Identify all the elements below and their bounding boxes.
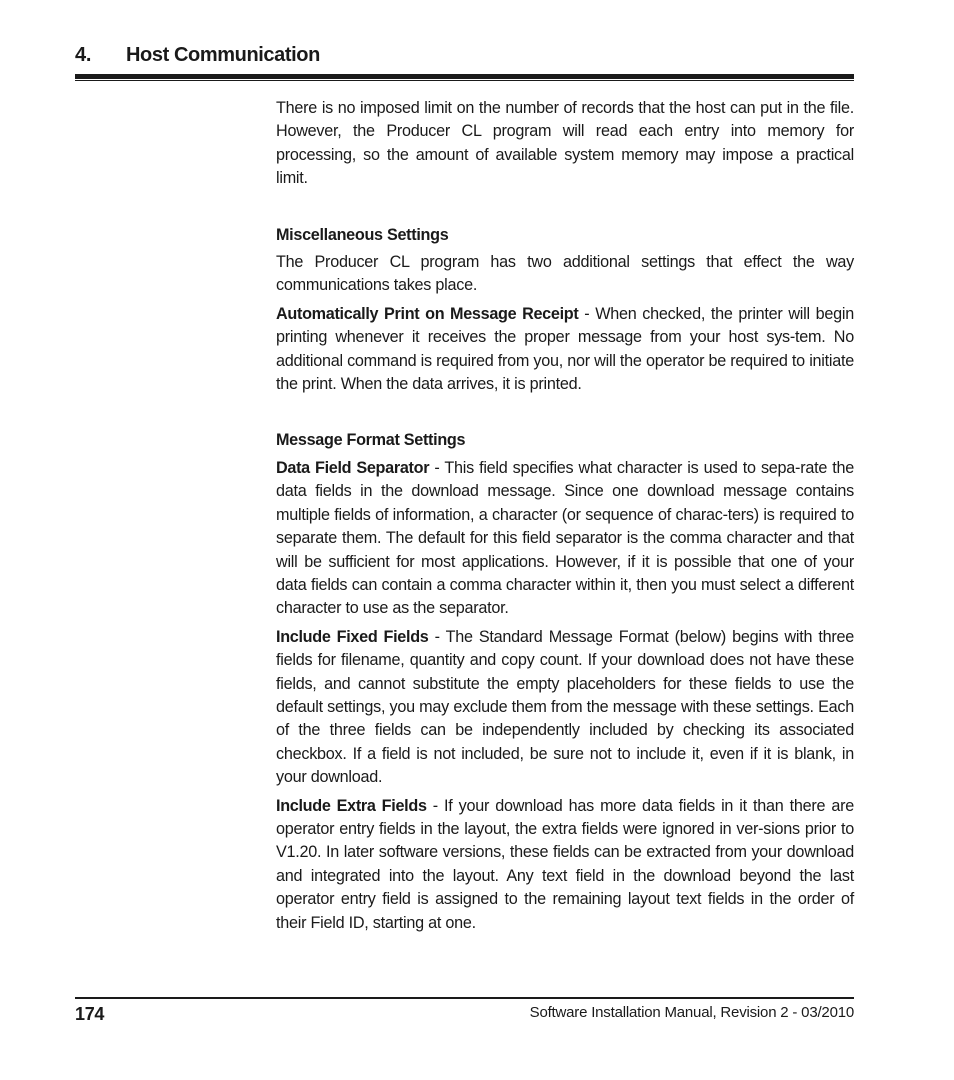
auto-print-paragraph (276, 303, 854, 397)
misc-settings-heading: Miscellaneous Settings (276, 225, 449, 244)
footer-rule (75, 997, 854, 999)
intro-paragraph: There is no imposed limit on the number of records that the host can put in the file. However, the Producer CL program will read each entry into memory for processing, so the amount of available system memory may impose a practical limit. (276, 99, 854, 188)
auto-print-text: - When checked, the printer will begin printing whenever it receives the proper message from your host sys-tem. No additional command is required from you, nor will the operator be required to initiate the print. When the data arrives, it is printed. (276, 304, 854, 394)
separator-paragraph (276, 457, 854, 621)
misc-settings-intro: The Producer CL program has two additional settings that effect the way communications takes place. (276, 253, 854, 295)
separator-term: Data Field Separator (276, 458, 430, 477)
chapter-title: Host Communication (126, 44, 320, 66)
auto-print-term: Automatically Print on Message Receipt (276, 304, 579, 323)
footer-manual-title: Software Installation Manual, Revision 2 - 03/2010 (529, 1004, 854, 1021)
page-number: 174 (75, 1004, 105, 1024)
message-format-heading: Message Format Settings (276, 431, 466, 450)
header-rule (75, 74, 854, 79)
extra-fields-text: - If your download has more data fields in it than there are operator entry fields in the layout, the extra fields were ignored in ver-sions prior to V1.20. In later software versions, these fields can be extracted from your download and integrated into the layout. Any text field in the download beyond the last operator entry field is assigned to the remaining layout text fields in the order of their Field ID, starting at one. (276, 796, 854, 932)
separator-text: - This field specifies what character is used to sepa-rate the data fields in the download message. Since one download message contains multiple fields of information, a character (or sequence of charac-ters) is required to separate them. The default for this field separator is the comma character and that will be sufficient for most applications. However, if it is possible that one of your data fields can contain a comma character within it, then you must select a different character to use as the separator. (276, 458, 854, 618)
fixed-fields-paragraph (276, 626, 854, 790)
header-rule-thin (75, 80, 854, 81)
extra-fields-paragraph (276, 795, 854, 935)
page-header (75, 44, 854, 72)
main-content (276, 97, 854, 940)
fixed-fields-text: - The Standard Message Format (below) begins with three fields for filename, quantity and copy count. If your download does not have these fields, and cannot substitute the empty placeholders for these fields to use the default settings, you may exclude them from the message with these settings. Each of the three fields can be independently included by checking its associated checkbox. If a field is not included, be sure not to include it, even if it is blank, in your download. (276, 627, 854, 787)
fixed-fields-term: Include Fixed Fields (276, 627, 429, 646)
extra-fields-term: Include Extra Fields (276, 796, 427, 815)
chapter-number: 4. (75, 44, 92, 66)
